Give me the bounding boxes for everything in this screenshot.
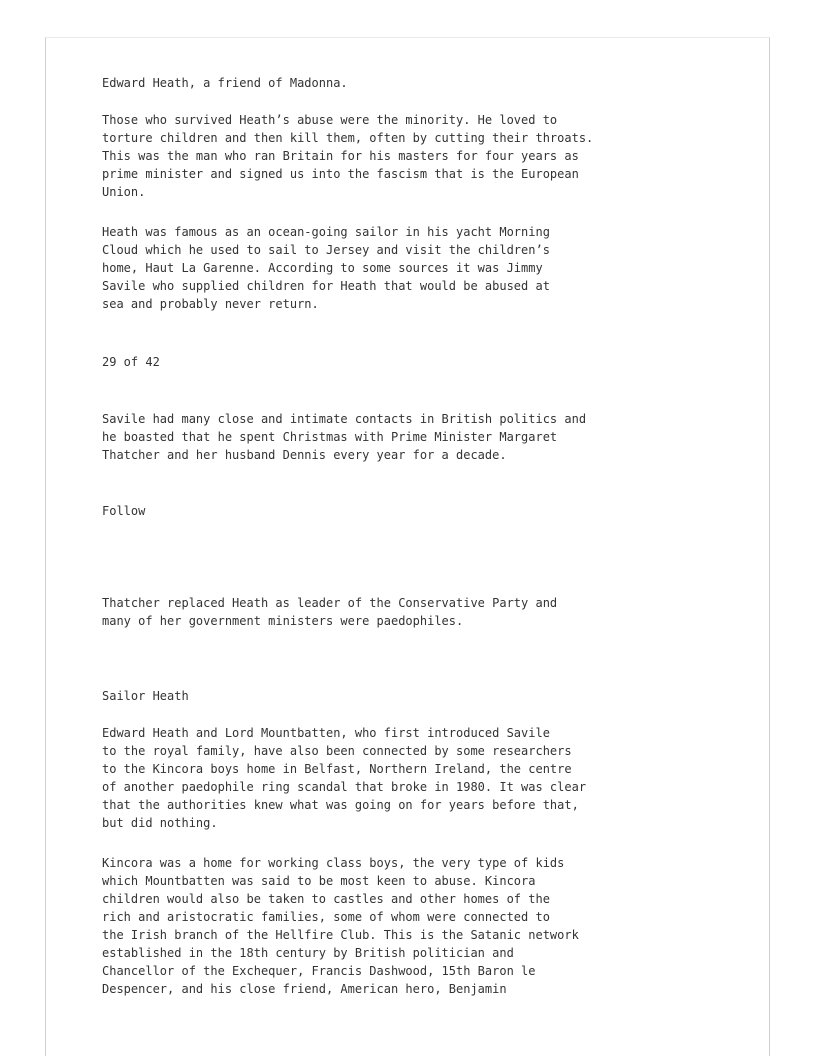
text-line: many of her government ministers were paedophiles. bbox=[102, 614, 464, 628]
text-line: to the Kincora boys home in Belfast, Northern Ireland, the centre bbox=[102, 762, 572, 776]
text-line: prime minister and signed us into the fascism that is the European bbox=[102, 167, 579, 181]
text-line: the Irish branch of the Hellfire Club. This is the Satanic network bbox=[102, 928, 579, 942]
text-line: Thatcher and her husband Dennis every year for a decade. bbox=[102, 448, 507, 462]
text-line: children would also be taken to castles and other homes of the bbox=[102, 892, 550, 906]
text-line: Thatcher replaced Heath as leader of the Conservative Party and bbox=[102, 596, 558, 610]
document-page bbox=[45, 37, 770, 1056]
text-line: Despencer, and his close friend, American hero, Benjamin bbox=[102, 982, 507, 996]
text-line: Those who survived Heath’s abuse were the minority. He loved to bbox=[102, 113, 558, 127]
text-line: Union. bbox=[102, 185, 146, 199]
text-line: Chancellor of the Exchequer, Francis Dashwood, 15th Baron le bbox=[102, 964, 536, 978]
text-line: sea and probably never return. bbox=[102, 297, 319, 311]
text-line: torture children and then kill them, often by cutting their throats. bbox=[102, 131, 594, 145]
text-line: to the royal family, have also been connected by some researchers bbox=[102, 744, 572, 758]
text-line: home, Haut La Garenne. According to some sources it was Jimmy bbox=[102, 261, 543, 275]
text-line: but did nothing. bbox=[102, 816, 218, 830]
text-line: he boasted that he spent Christmas with Prime Minister Margaret bbox=[102, 430, 558, 444]
text-line: Edward Heath, a friend of Madonna. bbox=[102, 76, 348, 90]
text-line: Kincora was a home for working class boys, the very type of kids bbox=[102, 856, 565, 870]
follow-link[interactable]: Follow bbox=[102, 504, 146, 518]
text-line: This was the man who ran Britain for his masters for four years as bbox=[102, 149, 579, 163]
text-line: which Mountbatten was said to be most keen to abuse. Kincora bbox=[102, 874, 536, 888]
text-line: of another paedophile ring scandal that broke in 1980. It was clear bbox=[102, 780, 587, 794]
text-line: established in the 18th century by British politician and bbox=[102, 946, 514, 960]
text-line: Edward Heath and Lord Mountbatten, who first introduced Savile bbox=[102, 726, 550, 740]
text-line: Heath was famous as an ocean-going sailor in his yacht Morning bbox=[102, 225, 550, 239]
text-line: Savile had many close and intimate contacts in British politics and bbox=[102, 412, 587, 426]
text-line: Cloud which he used to sail to Jersey and visit the children’s bbox=[102, 243, 550, 257]
section-heading: Sailor Heath bbox=[102, 689, 189, 703]
text-line: Savile who supplied children for Heath that would be abused at bbox=[102, 279, 550, 293]
text-line: that the authorities knew what was going on for years before that, bbox=[102, 798, 579, 812]
page-indicator: 29 of 42 bbox=[102, 355, 160, 369]
text-line: rich and aristocratic families, some of whom were connected to bbox=[102, 910, 550, 924]
